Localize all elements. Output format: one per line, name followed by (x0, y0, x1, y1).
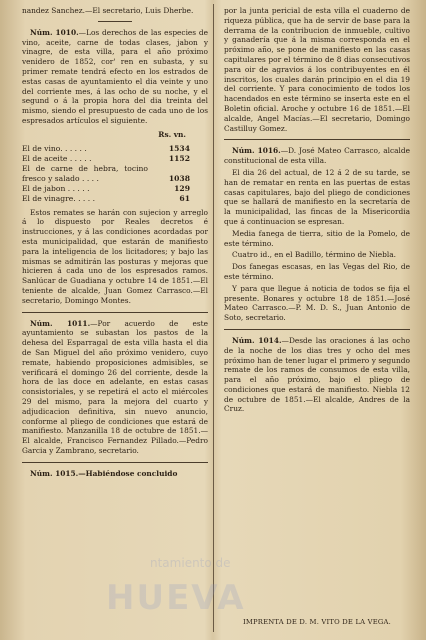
notice-1016-heading: Núm. 1016. (232, 146, 281, 156)
notice-1014-text: —Desde las oraciones á las ocho de la noche de los dias tres y ocho del mes próximo han de tener lugar el primero y segundo remate de los ramos de consumos de esta villa, para el año próximo, bajo el pliego de condiciones que estará de manifiesto. Niebla 12 de octubre de 1851.—El alcalde, Andres de la Cruz. (224, 335, 410, 414)
price-label: El de vinagre. . . . . (22, 193, 96, 203)
price-amount: 1152 (168, 153, 190, 163)
notice-1015-continuation: por la junta pericial de esta villa el cuaderno de riqueza pública, que ha de servir de base para la derrama de la contribucion de inmueble, cultivo y ganadería que á la misma corresponda en el próximo año, se pone de manifiesto en las casas capitulares por el término de 8 dias consecutivos para oir de agravios á los contribuyentes en él inscritos, los cuales darán principio en el dia 19 del corriente. Y para conocimiento de todos los hacendados en este término se inserta este en el Boletin oficial. Aroche y octubre 16 de 1851.—El alcalde, Angel Macías.—El secretario, Domingo Castilluy Gomez. (224, 6, 410, 133)
price-amount: 61 (179, 193, 190, 203)
notice-1014 (224, 336, 410, 414)
notice-1010-heading: Núm. 1010. (30, 27, 79, 37)
watermark-line2: HUEVA (106, 578, 246, 618)
price-row (22, 144, 208, 154)
separator (22, 312, 208, 313)
price-amount: 1038 (168, 173, 190, 183)
price-label: El de vino. . . . . . (22, 143, 87, 153)
price-table (22, 144, 208, 204)
imprint: IMPRENTA DE D. M. VITO DE LA VEGA. (242, 618, 392, 626)
notice-1016-p4: Dos fanegas escasas, en las Vegas del Rio, de este término. (224, 262, 410, 281)
notice-1016-text: —D. José Mateo Carrasco, alcalde constitucional de esta villa. (224, 146, 410, 166)
separator (224, 329, 410, 330)
separator (22, 462, 208, 463)
separator (98, 21, 132, 22)
price-row (22, 154, 208, 164)
notice-1016-p1: El dia 26 del actual, de 12 á 2 de su tarde, se han de rematar en renta en las puertas de estas casas capitulares, bajo del pliego de condiciones que se hallará de manifiesto en la secretaría de la municipalidad, las fincas de la Misericordia que á continuacion se espresan. (224, 167, 410, 226)
price-amount: 1534 (168, 143, 190, 153)
price-label: El de jabon . . . . . (22, 183, 90, 193)
currency-label: Rs. vn. (158, 129, 186, 139)
notice-1015-text: —Habiéndose concluido (78, 468, 178, 478)
notice-1016-p3: Cuatro id., en el Badillo, término de Niebla. (232, 250, 396, 260)
separator (224, 139, 410, 140)
notice-1010-text: —Los derechos de las especies de vino, aceite, carne de todas clases, jabon y vinagre, de esta villa, para el año próximo venidero de 1852, cor' ren en subasta, y su primer remate tendrá efecto en los estrados de estas casas de ayuntamiento el dia veinte y uno del corriente mes, á las ocho de su noche, y el segund o á la propia hora del dia treinta del mismo, siendo el presupuesto de cada uno de los espresados artículos el siguiente. (22, 27, 208, 125)
price-label: El de aceite . . . . . (22, 153, 92, 163)
notice-1011 (22, 319, 208, 456)
notice-1015 (22, 469, 208, 479)
price-row (22, 164, 208, 184)
right-column (224, 6, 410, 630)
notice-1011-text: —Por acuerdo de este ayuntamiento se subastan los pastos de la dehesa del Esparragal de esta villa hasta el dia de San Miguel del año próximo venidero, cuyo remate, habiendo proposiciones admisibles, se verificará el domingo 26 del corriente, desde la hora de las doce en adelante, en estas casas consistoriales, y se repetirá el acto el miércoles 29 del mismo, para la mejora del cuarto y adjudicacion definitiva, sin nuevo anuncio, conforme al pliego de condiciones que estará de manifiesto. Manzanilla 18 de octubre de 1851.—El alcalde, Francisco Fernandez Pillado.—Pedro Garcia y Zambrano, secretario. (22, 318, 208, 455)
price-label: El de carne de hebra, tocino fresco y salado . . . . (22, 163, 148, 183)
notice-1016 (224, 146, 410, 166)
price-amount: 129 (174, 183, 190, 193)
notice-1015-heading: Núm. 1015. (30, 468, 79, 478)
price-row (22, 194, 208, 204)
top-fragment: nandez Sanchez.—El secretario, Luis Dherbe. (22, 6, 194, 15)
column-divider (213, 4, 214, 632)
notice-1014-heading: Núm. 1014. (232, 335, 282, 345)
price-row (22, 184, 208, 194)
notice-1011-heading: Núm. 1011. (30, 318, 91, 328)
notice-1016-p5: Y para que llegue á noticia de todos se fija el presente. Bonares y octubre 18 de 1851.—José Mateo Carrasco.—P. M. D. S., Juan Antonio de Soto, secretario. (224, 283, 410, 323)
notice-1016-p2: Media fanega de tierra, sitio de la Pomelo, de este término. (224, 228, 410, 248)
watermark-line1: ntamiento de (150, 556, 231, 570)
left-column (22, 6, 208, 630)
notice-1010 (22, 28, 208, 126)
notice-1010-body: Estos remates se harán con sujecion y arreglo á lo dispuesto por Reales decretos é instrucciones, y á las condiciones acordadas por esta municipalidad, que estarán de manifiesto para la inteligencia de los licitadores; y bajo las mismas se admitirán las posturas y mejoras que hicieren á cada uno de los espresados ramos. Sanlúcar de Guadiana y octubre 14 de 1851.—El teniente de alcalde, Juan Gomez Carrasco.—El secretario, Domingo Montes. (22, 207, 208, 305)
